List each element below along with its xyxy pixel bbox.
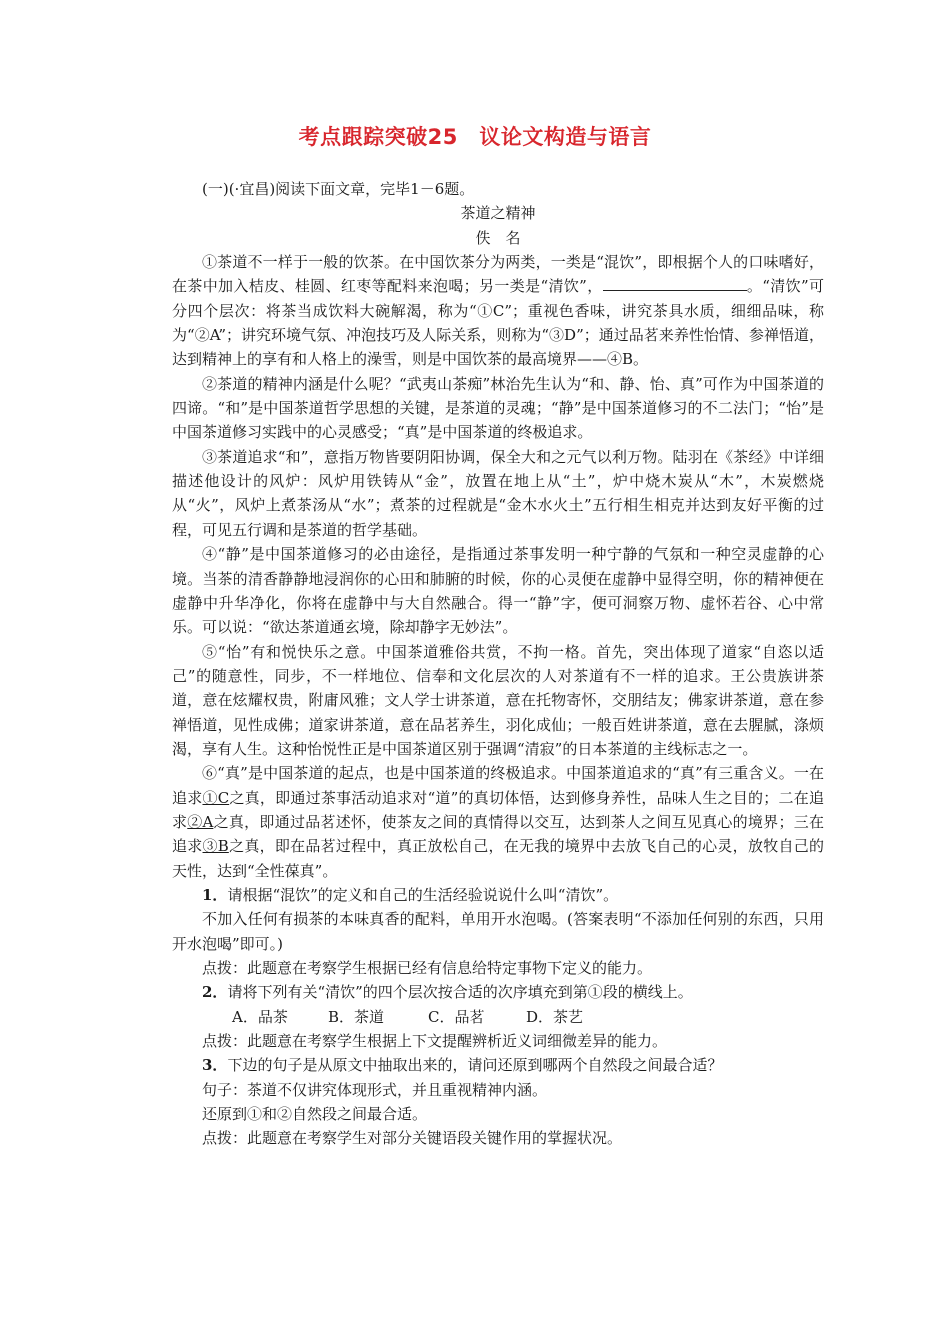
intro-line: (一)(·宜昌)阅读下面文章，完毕1－6题。 [202,180,475,198]
question-1-answer: 不加入任何有损茶的本味真香的配料，单用开水泡喝。(答案表明“不添加任何别的东西，只用开水泡喝”即可。) [172,910,824,953]
article-heading: 茶道之精神 [460,204,536,223]
answer-blank[interactable] [603,274,719,291]
question-1-number: 1． [202,885,228,904]
option-c: C．品茗 [428,1007,485,1026]
question-2 [172,980,824,1004]
paragraph-1 [172,250,824,372]
paragraph-6 [172,761,824,883]
underlined-answer-1: ①C [202,788,230,807]
article-author: 佚 名 [475,228,521,247]
question-3-tip: 点拨：此题意在考察学生对部分关键语段关键作用的掌握状况。 [202,1129,623,1148]
question-1-text: 请根据“混饮”的定义和自己的生活经验说说什么叫“清饮”。 [227,885,619,904]
question-3-answer: 还原到①和②自然段之间最合适。 [202,1105,428,1124]
question-2-number: 2． [202,983,228,1002]
option-d: D．茶艺 [526,1007,584,1026]
question-2-options [172,1005,824,1029]
paragraph-6-text-c: 之真，即通过品茗述怀，使茶友之间的真情得以交互，达到茶人之间互见真心的境界；三在追求 [172,812,824,856]
paragraph-1-text-a: ①茶道不一样于一般的饮茶。在中国饮茶分为两类，一类是“混饮”，即根据个人的口味嗜好，在茶中加入桔皮、桂圆、红枣等配料来泡喝；另一类是“清饮”， [172,253,824,296]
paragraph-2: ②茶道的精神内涵是什么呢？“武夷山茶痴”林治先生认为“和、静、怡、真”可作为中国茶道的四谛。“和”是中国茶道哲学思想的关键，是茶道的灵魂；“静”是中国茶道修习的不二法门；“怡”是中国茶道修习实践中的心灵感受；“真”是中国茶道的终极追求。 [172,374,824,442]
option-b: B．茶道 [328,1007,385,1026]
paragraph-6-text-a: ⑥“真”是中国茶道的起点，也是中国茶道的终极追求。中国茶道追求的“真”有三重含义。一在追求 [172,764,824,807]
paragraph-3: ③茶道追求“和”，意指万物皆要阴阳协调，保全大和之元气以利万物。陆羽在《茶经》中详细描述他设计的风炉：风炉用铁铸从“金”，放置在地上从“土”，炉中烧木炭从“木”，木炭燃烧从“火”，风炉上煮茶汤从“水”；煮茶的过程就是“金木水火土”五行相生相克并达到友好平衡的过程，可见五行调和是茶道的哲学基础。 [172,447,824,539]
question-2-tip: 点拨：此题意在考察学生根据上下文提醒辨析近义词细微差异的能力。 [202,1032,668,1051]
underlined-answer-3: ③B [202,837,229,856]
paragraph-1-text-b: 。“清饮”可分四个层次：将茶当成饮料大碗解渴，称为“①C”；重视色香味，讲究茶具水质，细细品味，称为“②A”；讲究环境气氛、冲泡技巧及人际关系，则称为“③D”；通过品茗来养性怡情、参禅悟道，达到精神上的享有和人格上的澡雪，则是中国饮茶的最高境界——④B。 [172,277,824,369]
question-3-sentence: 句子：茶道不仅讲究体现形式，并且重视精神内涵。 [202,1080,548,1099]
question-3-text: 下边的句子是从原文中抽取出来的，请问还原到哪两个自然段之间最合适？ [227,1056,723,1075]
paragraph-5: ⑤“怡”有和悦快乐之意。中国茶道雅俗共赏，不拘一格。首先，突出体现了道家“自恣以适己”的随意性，同步，不一样地位、信奉和文化层次的人对茶道有不一样的追求。王公贵族讲茶道，意在炫耀权贵，附庸风雅；文人学士讲茶道，意在托物寄怀，交朋结友；佛家讲茶道，意在参禅悟道，见性成佛；道家讲茶道，意在品茗养生，羽化成仙；一般百姓讲茶道，意在去腥腻，涤烦渴，享有人生。这种怡悦性正是中国茶道区别于强调“清寂”的日本茶道的主线标志之一。 [172,642,824,758]
document-body [172,177,824,1151]
question-3-number: 3． [202,1056,228,1075]
paragraph-6-text-d: 之真，即在品茗过程中，真正放松自己，在无我的境界中去放飞自己的心灵，放牧自己的天性，达到“全性葆真”。 [172,837,824,880]
question-1-tip: 点拨：此题意在考察学生根据已经有信息给特定事物下定义的能力。 [202,959,653,977]
answer-blank-continued[interactable] [719,274,747,291]
option-a: A．品茶 [232,1007,288,1026]
paragraph-6-text-b: 之真，即通过茶事活动追求对“道”的真切体悟，达到修身养性，品味人生之目的；二在追求 [172,788,824,831]
question-3 [172,1053,824,1077]
underlined-answer-2: ②A [187,812,214,831]
paragraph-4: ④“静”是中国茶道修习的必由途径，是指通过茶事发明一种宁静的气氛和一种空灵虚静的心境。当茶的清香静静地浸润你的心田和肺腑的时候，你的心灵便在虚静中显得空明，你的精神便在虚静中升华净化，你将在虚静中与大自然融合。得一“静”字，便可洞察万物、虚怀若谷、心中常乐。可以说：“欲达茶道通玄境，除却静字无妙法”。 [172,545,824,637]
question-2-text: 请将下列有关“清饮”的四个层次按合适的次序填充到第①段的横线上。 [227,983,693,1002]
page-title: 考点跟踪突破25 议论文构造与语言 [298,125,652,149]
question-1 [172,883,824,907]
